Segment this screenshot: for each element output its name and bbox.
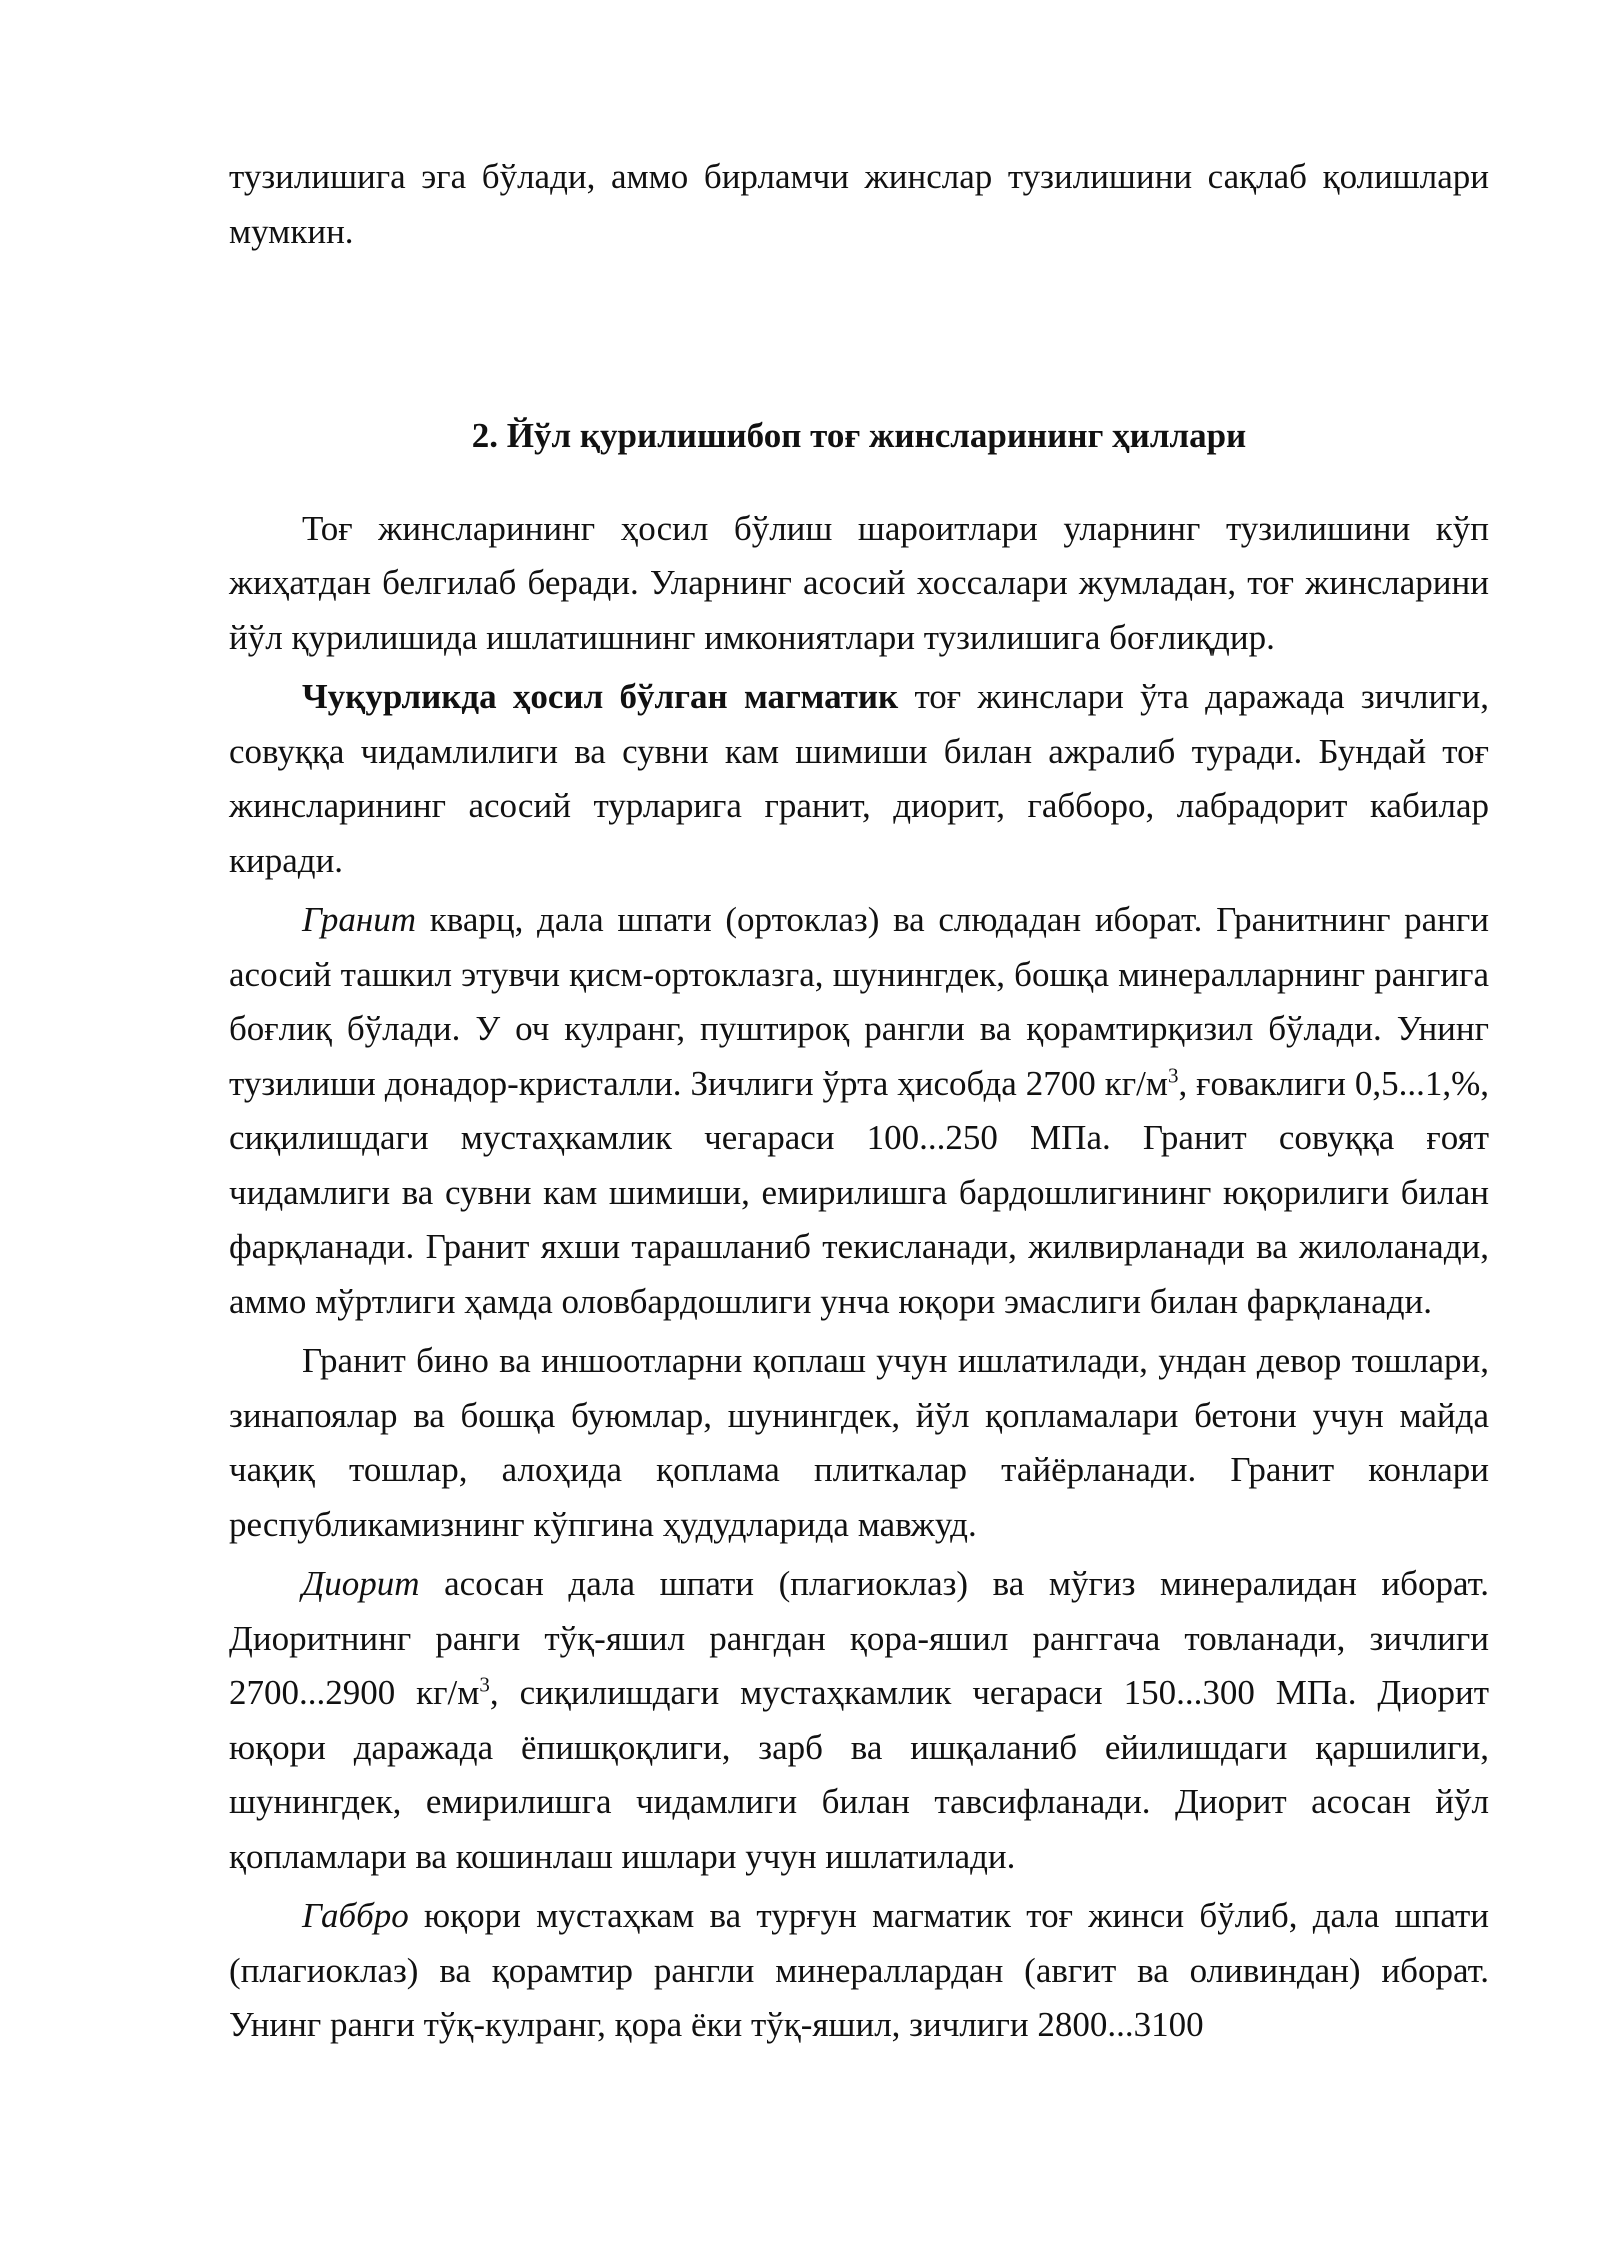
section-spacer bbox=[229, 259, 1489, 409]
paragraph-granite-text-b: , ғоваклиги 0,5...1,%, сиқилишдаги мустаҳкамлик чегараси 100...250 МПа. Гранит совуққа ғоят чидамлиги ва сувни кам шимиши, емирилишга бардошлигининг юқорилиги билан фарқланади. Гранит яхши тарашланиб текисланади, жилвирланади ва жилоланади, аммо мўртлиги ҳамда оловбардошлиги унча юқори эмаслиги билан фарқланади. bbox=[229, 1063, 1489, 1321]
paragraph-deep-magmatic bbox=[229, 670, 1489, 888]
paragraph-gabbro bbox=[229, 1889, 1489, 2053]
intro-paragraph: тузилишига эга бўлади, аммо бирламчи жинслар тузилишини сақлаб қолишлари мумкин. bbox=[229, 157, 1489, 251]
italic-term-gabbro: Габбро bbox=[302, 1896, 409, 1935]
paragraph-diorite-text-a: асосан дала шпати (плагиоклаз) ва мўгиз минералидан иборат. Диоритнинг ранги тўқ-яшил рангдан қора-яшил ранггача товланади, зичлиги 2700...2900 кг/м bbox=[229, 1564, 1489, 1712]
paragraph-granite-use: Гранит бино ва иншоотларни қоплаш учун ишлатилади, ундан девор тошлари, зинапоялар ва бошқа буюмлар, шунингдек, йўл қопламалари бетони учун майда чақиқ тошлар, алоҳида қоплама плиткалар тайёрланади. Гранит конлари республикамизнинг кўпгина ҳудудларида мавжуд. bbox=[229, 1341, 1489, 1544]
bold-term-deep-magmatic: Чуқурликда ҳосил бўлган магматик bbox=[302, 677, 899, 716]
italic-term-diorite: Диорит bbox=[302, 1564, 420, 1603]
paragraph-diorite bbox=[229, 1557, 1489, 1884]
paragraph-granite bbox=[229, 893, 1489, 1329]
paragraph-granite-text-a: кварц, дала шпати (ортоклаз) ва слюдадан иборат. Гранитнинг ранги асосий ташкил этувчи қисм-ортоклазга, шунингдек, бошқа минералларнинг рангига боғлиқ бўлади. У оч кулранг, пуштироқ рангли ва қорамтирқизил бўлади. Унинг тузилиши донадор-кристалли. Зичлиги ўрта ҳисобда 2700 кг/м bbox=[229, 900, 1489, 1103]
section-heading: 2. Йўл қурилишибоп тоғ жинсларининг ҳиллари bbox=[471, 416, 1247, 455]
superscript-cubic: 3 bbox=[479, 1672, 490, 1697]
document-page bbox=[229, 150, 1489, 2053]
superscript-cubic: 3 bbox=[1167, 1062, 1179, 1087]
paragraph-formation: Тоғ жинсларининг ҳосил бўлиш шароитлари уларнинг тузилишини кўп жиҳатдан белгилаб беради. Уларнинг асосий хоссалари жумладан, тоғ жинсларини йўл қурилишида ишлатишнинг имкониятлари тузилишига боғлиқдир. bbox=[229, 508, 1489, 657]
paragraph-deep-magmatic-text: тоғ жинслари ўта даражада зичлиги, совуққа чидамлилиги ва сувни кам шимиши билан ажралиб туради. Бундай тоғ жинсларининг асосий турларига гранит, диорит, габборо, лабрадорит кабилар киради. bbox=[229, 677, 1490, 880]
paragraph-diorite-text-b: , сиқилишдаги мустаҳкамлик чегараси 150...300 МПа. Диорит юқори даражада ёпишқоқлиги, зарб ва ишқаланиб ейилишдаги қаршилиги, шунингдек, емирилишга чидамлиги билан тавсифланади. Диорит асосан йўл қопламлари ва кошинлаш ишлари учун ишлатилади. bbox=[229, 1673, 1490, 1876]
italic-term-granite: Гранит bbox=[302, 900, 417, 939]
paragraph-gabbro-text: юқори мустаҳкам ва турғун магматик тоғ жинси бўлиб, дала шпати (плагиоклаз) ва қорамтир рангли минераллардан (авгит ва оливиндан) иборат. Унинг ранги тўқ-кулранг, қора ёки тўқ-яшил, зичлиги 2800...3100 bbox=[229, 1896, 1489, 2044]
